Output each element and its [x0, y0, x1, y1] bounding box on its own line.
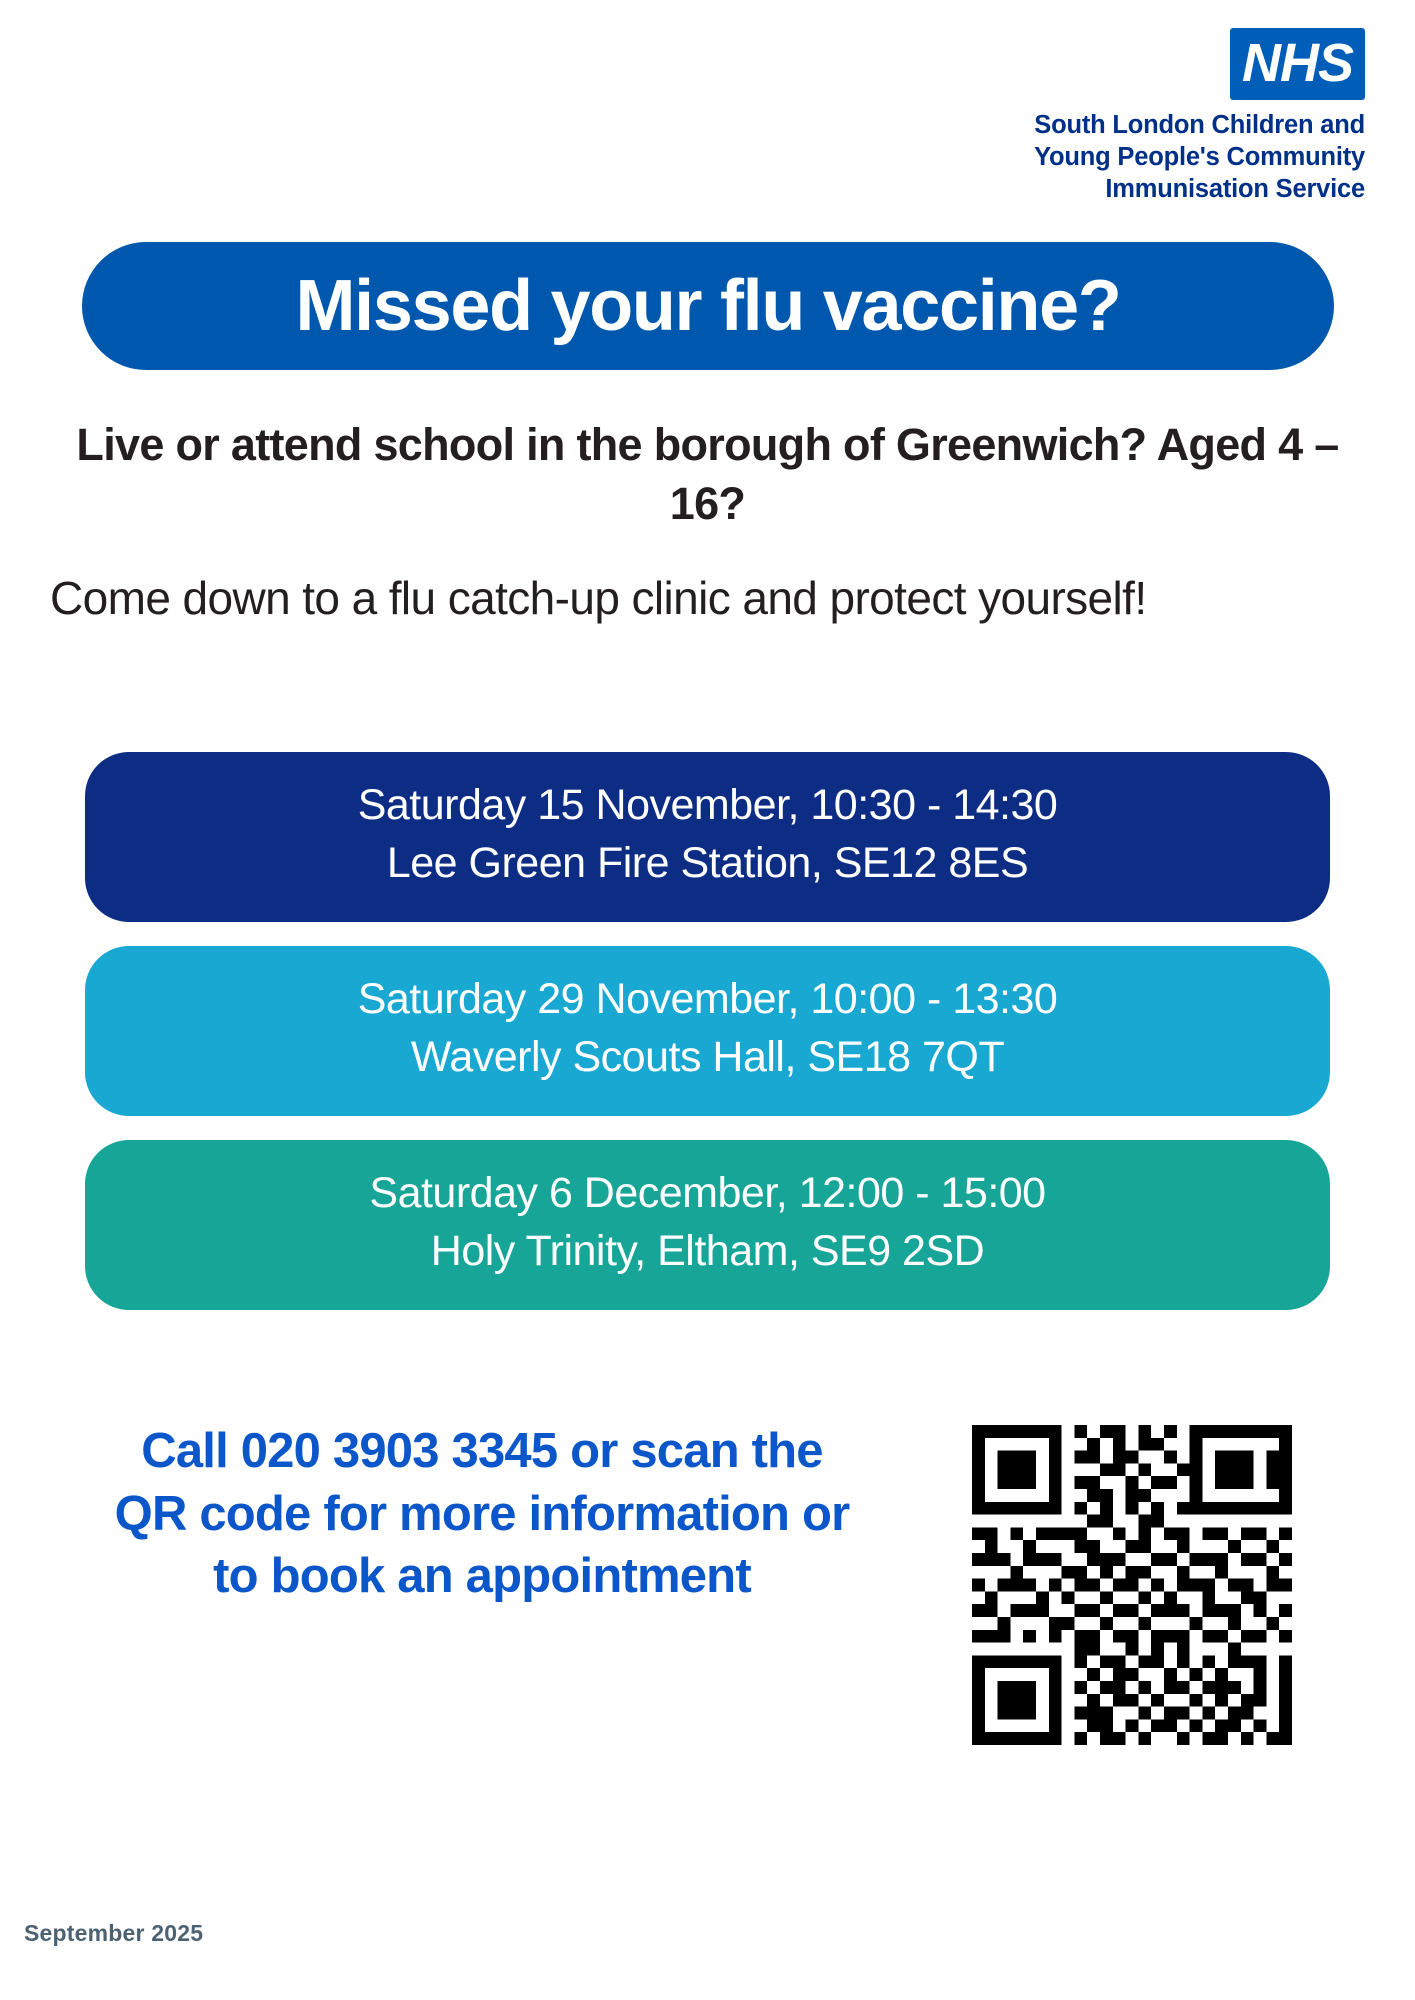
- clinic-location: Lee Green Fire Station, SE12 8ES: [386, 839, 1029, 888]
- service-name-line-1: South London Children and: [1034, 111, 1365, 139]
- clinic-datetime: Saturday 29 November, 10:00 - 13:30: [357, 975, 1058, 1024]
- list-item: [85, 1140, 1330, 1310]
- subheading: Live or attend school in the borough of Greenwich? Aged 4 – 16?: [76, 419, 1339, 529]
- service-name-line-2: Young People's Community: [1034, 143, 1365, 172]
- clinic-location: Holy Trinity, Eltham, SE9 2SD: [430, 1227, 985, 1276]
- list-item: [85, 946, 1330, 1116]
- nhs-logo-block: [1034, 28, 1365, 205]
- clinic-datetime: Saturday 6 December, 12:00 - 15:00: [369, 1169, 1046, 1218]
- clinic-list: [85, 752, 1330, 1334]
- list-item: [85, 752, 1330, 922]
- call-to-action-text: Call 020 3903 3345 or scan the QR code for more information or to book an appointment: [114, 1424, 850, 1604]
- nhs-logo: NHS: [1230, 28, 1365, 100]
- service-name-line-3: Immunisation Service: [1105, 175, 1365, 204]
- footer-date: September 2025: [24, 1920, 204, 1946]
- qr-code-icon[interactable]: [972, 1425, 1292, 1745]
- clinic-datetime: Saturday 15 November, 10:30 - 14:30: [357, 781, 1058, 829]
- service-name: [1034, 109, 1365, 205]
- body-copy: Come down to a flu catch-up clinic and protect yourself!: [50, 572, 1147, 624]
- headline-banner: [82, 242, 1334, 370]
- page-title: Missed your flu vaccine?: [295, 266, 1121, 346]
- clinic-location: Waverly Scouts Hall, SE18 7QT: [410, 1033, 1005, 1082]
